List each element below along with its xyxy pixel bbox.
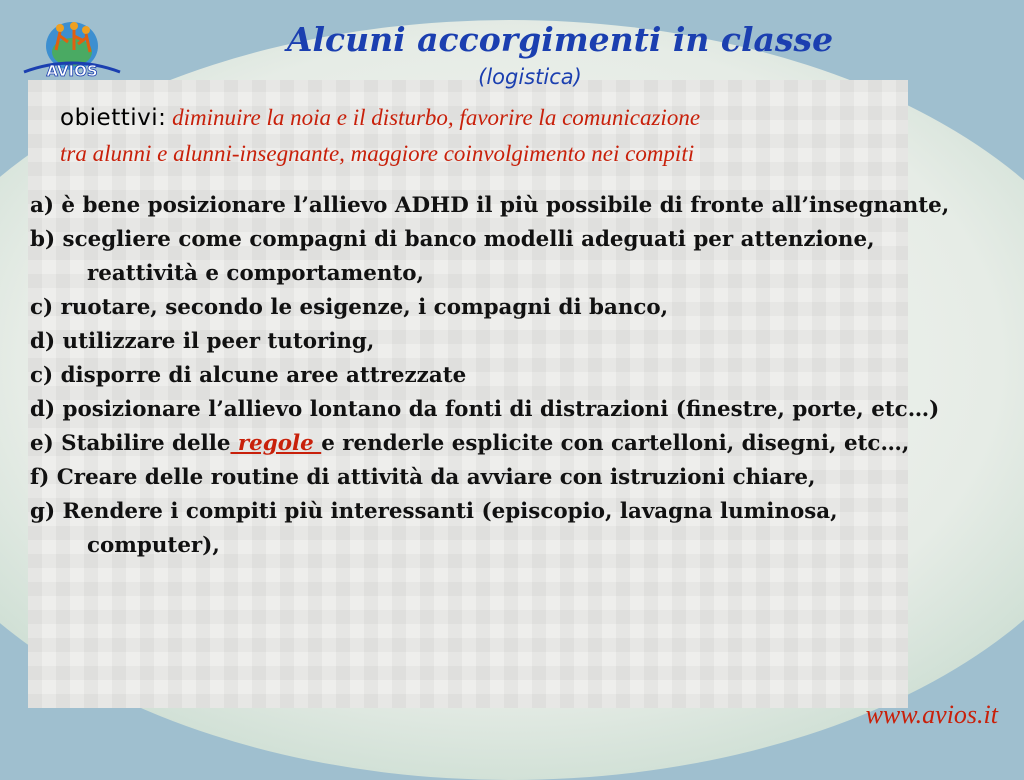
list-item-after: e renderle esplicite con cartelloni, disegni, etc…,	[321, 431, 910, 456]
list-item: d) posizionare l’allievo lontano da fonti di distrazioni (finestre, porte, etc…)	[30, 397, 940, 422]
list-item: f) Creare delle routine di attività da avviare con istruzioni chiare,	[30, 465, 816, 490]
logo-text: AVIOS	[46, 62, 98, 80]
list-item: c) disporre di alcune aree attrezzate	[30, 363, 467, 388]
guidelines-list	[30, 189, 975, 563]
list-item: c) ruotare, secondo le esigenze, i compagni di banco,	[30, 295, 669, 320]
list-item: d) utilizzare il peer tutoring,	[30, 329, 375, 354]
list-item-before: e) Stabilire delle	[30, 431, 231, 456]
avios-logo	[20, 16, 124, 80]
list-item	[30, 427, 975, 461]
page-title: Alcuni accorgimenti in classe	[286, 20, 834, 59]
objectives	[60, 100, 960, 172]
objectives-text-line1: diminuire la noia e il disturbo, favorire la comunicazione	[172, 105, 701, 130]
list-item: b) scegliere come compagni di banco modelli adeguati per attenzione, reattività e comportamento,	[30, 227, 875, 286]
objectives-separator: :	[158, 105, 167, 131]
regole-link[interactable]: regole	[230, 431, 322, 456]
page-subtitle: (logistica)	[478, 65, 582, 89]
footer-url[interactable]: www.avios.it	[865, 700, 998, 729]
list-item: g) Rendere i compiti più interessanti (episcopio, lavagna luminosa, computer),	[30, 499, 838, 558]
list-item: a) è bene posizionare l’allievo ADHD il più possibile di fronte all’insegnante,	[30, 193, 950, 218]
objectives-text-line2: tra alunni e alunni-insegnante, maggiore coinvolgimento nei compiti	[60, 141, 695, 166]
objectives-label: obiettivi	[60, 105, 159, 131]
dancing-figures-globe-icon	[20, 16, 124, 80]
